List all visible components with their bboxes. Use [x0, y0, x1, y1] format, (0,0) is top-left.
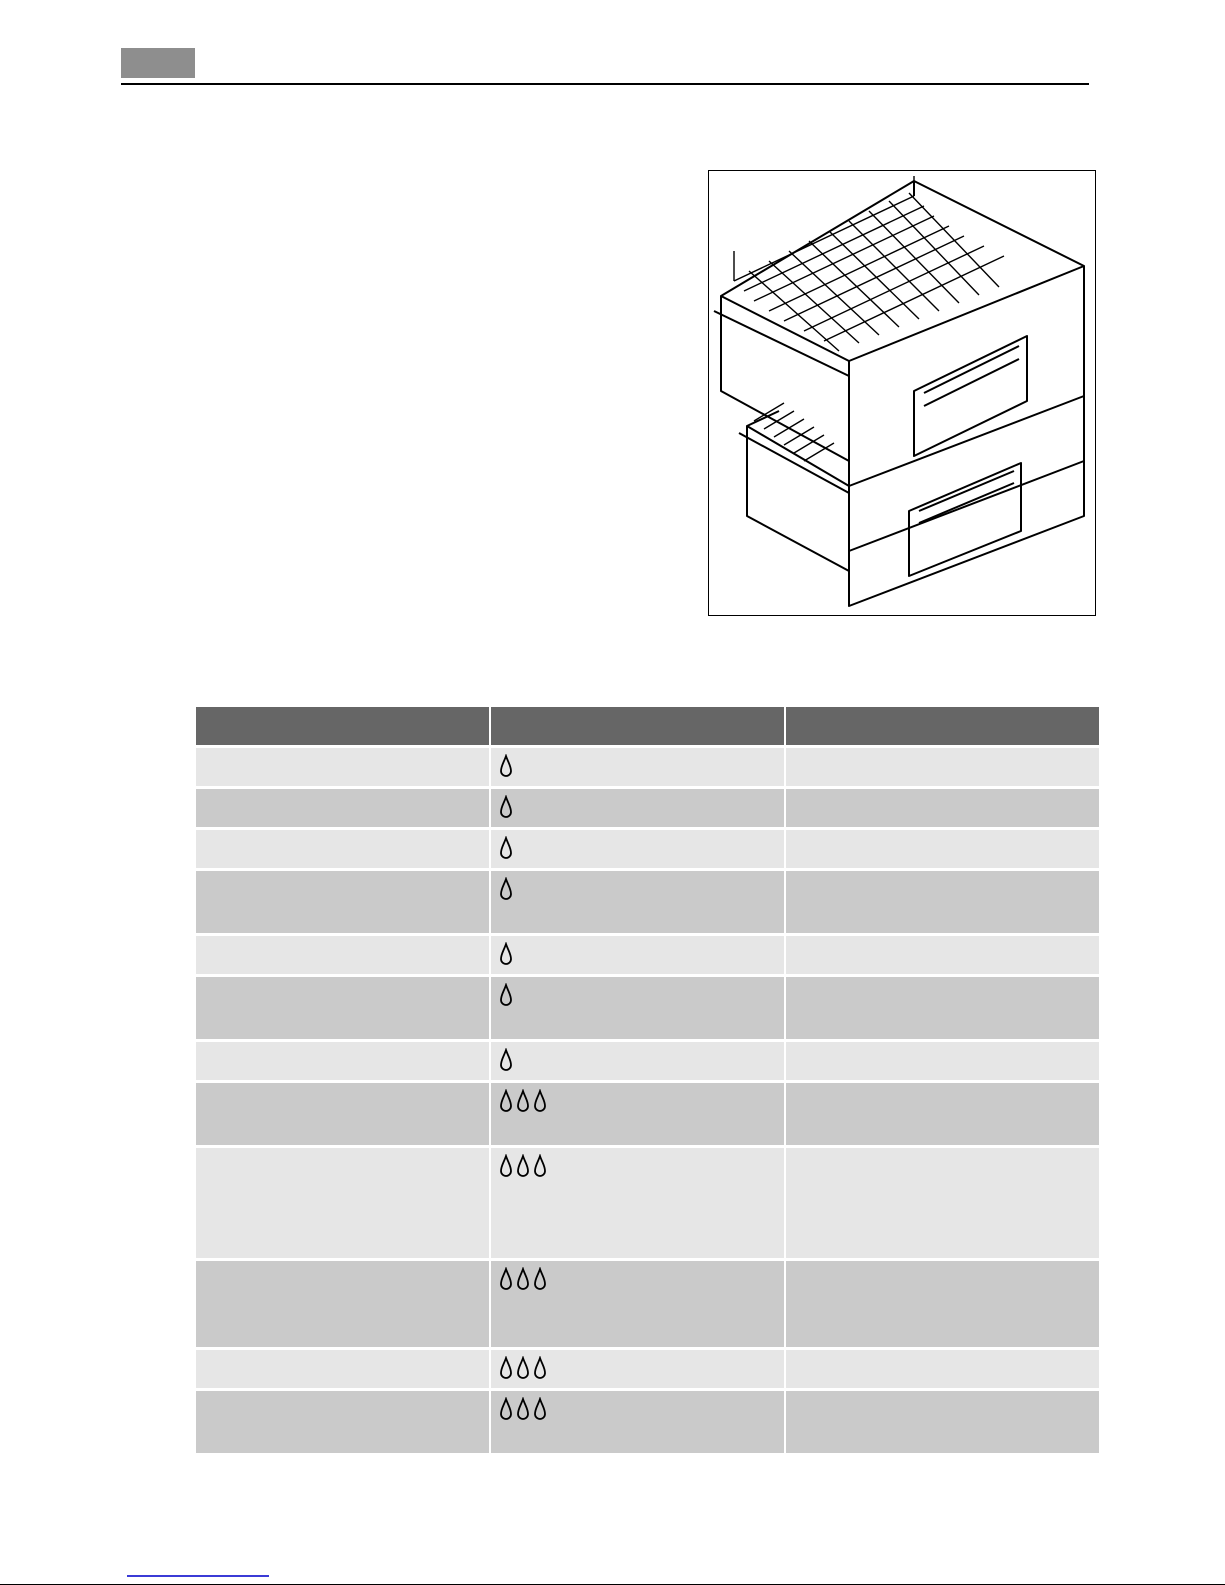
moisture-level	[499, 1397, 776, 1423]
table-row	[196, 1083, 1099, 1145]
moisture-level	[499, 836, 776, 862]
table-header-cell	[196, 707, 489, 745]
table-header-cell	[491, 707, 784, 745]
table-cell	[786, 1350, 1099, 1388]
water-drop-icon	[516, 1397, 530, 1421]
table-row	[196, 1042, 1099, 1080]
moisture-level	[499, 983, 776, 1009]
table-row	[196, 748, 1099, 786]
table-cell	[786, 977, 1099, 1039]
water-drop-icon	[533, 1089, 547, 1113]
section-tab-marker	[121, 48, 195, 78]
table-cell	[786, 830, 1099, 868]
water-drop-icon	[516, 1089, 530, 1113]
table-cell	[786, 871, 1099, 933]
moisture-cell	[491, 830, 784, 868]
moisture-level	[499, 1356, 776, 1382]
moisture-cell	[491, 977, 784, 1039]
table-cell	[786, 1391, 1099, 1453]
table-row	[196, 1261, 1099, 1347]
moisture-level	[499, 942, 776, 968]
table-row	[196, 1391, 1099, 1453]
table-cell	[196, 871, 489, 933]
table-cell	[786, 1042, 1099, 1080]
table-cell	[196, 1391, 489, 1453]
storage-table	[196, 707, 1099, 1453]
water-drop-icon	[499, 1089, 513, 1113]
water-drop-icon	[499, 1356, 513, 1380]
water-drop-icon	[499, 983, 513, 1007]
water-drop-icon	[533, 1397, 547, 1421]
table-cell	[196, 1042, 489, 1080]
moisture-level	[499, 1089, 776, 1115]
moisture-cell	[491, 1148, 784, 1258]
moisture-cell	[491, 1350, 784, 1388]
moisture-cell	[491, 789, 784, 827]
water-drop-icon	[516, 1267, 530, 1291]
table-row	[196, 871, 1099, 933]
table-cell	[196, 830, 489, 868]
moisture-cell	[491, 1391, 784, 1453]
header-rule	[121, 83, 1089, 85]
moisture-level	[499, 1048, 776, 1074]
water-drop-icon	[533, 1356, 547, 1380]
moisture-cell	[491, 936, 784, 974]
water-drop-icon	[499, 754, 513, 778]
moisture-cell	[491, 1042, 784, 1080]
table-body	[196, 748, 1099, 1453]
table-cell	[786, 1261, 1099, 1347]
table-cell	[196, 1148, 489, 1258]
moisture-level	[499, 1154, 776, 1180]
moisture-level	[499, 877, 776, 903]
moisture-cell	[491, 748, 784, 786]
water-drop-icon	[499, 1397, 513, 1421]
moisture-level	[499, 1267, 776, 1293]
water-drop-icon	[499, 795, 513, 819]
drawer-drawing	[709, 171, 1095, 615]
footer-link-underline[interactable]	[127, 1575, 269, 1577]
table-cell	[196, 1083, 489, 1145]
moisture-cell	[491, 1083, 784, 1145]
table-cell	[196, 1350, 489, 1388]
table-row	[196, 977, 1099, 1039]
table-cell	[196, 1261, 489, 1347]
water-drop-icon	[516, 1154, 530, 1178]
table-cell	[196, 748, 489, 786]
moisture-cell	[491, 871, 784, 933]
water-drop-icon	[499, 1154, 513, 1178]
table-row	[196, 1148, 1099, 1258]
table-row	[196, 789, 1099, 827]
table-cell	[786, 789, 1099, 827]
water-drop-icon	[499, 942, 513, 966]
water-drop-icon	[533, 1267, 547, 1291]
table-cell	[196, 789, 489, 827]
table-row	[196, 936, 1099, 974]
table-cell	[786, 936, 1099, 974]
table-header-cell	[786, 707, 1099, 745]
moisture-level	[499, 795, 776, 821]
water-drop-icon	[499, 1048, 513, 1072]
water-drop-icon	[516, 1356, 530, 1380]
table-cell	[196, 936, 489, 974]
moisture-cell	[491, 1261, 784, 1347]
table-cell	[786, 1148, 1099, 1258]
water-drop-icon	[499, 1267, 513, 1291]
table-cell	[196, 977, 489, 1039]
table-cell	[786, 1083, 1099, 1145]
freezer-drawers-illustration	[708, 170, 1096, 616]
table-cell	[786, 748, 1099, 786]
table-row	[196, 830, 1099, 868]
water-drop-icon	[533, 1154, 547, 1178]
moisture-level	[499, 754, 776, 780]
water-drop-icon	[499, 877, 513, 901]
table-header-row	[196, 707, 1099, 745]
table-row	[196, 1350, 1099, 1388]
water-drop-icon	[499, 836, 513, 860]
